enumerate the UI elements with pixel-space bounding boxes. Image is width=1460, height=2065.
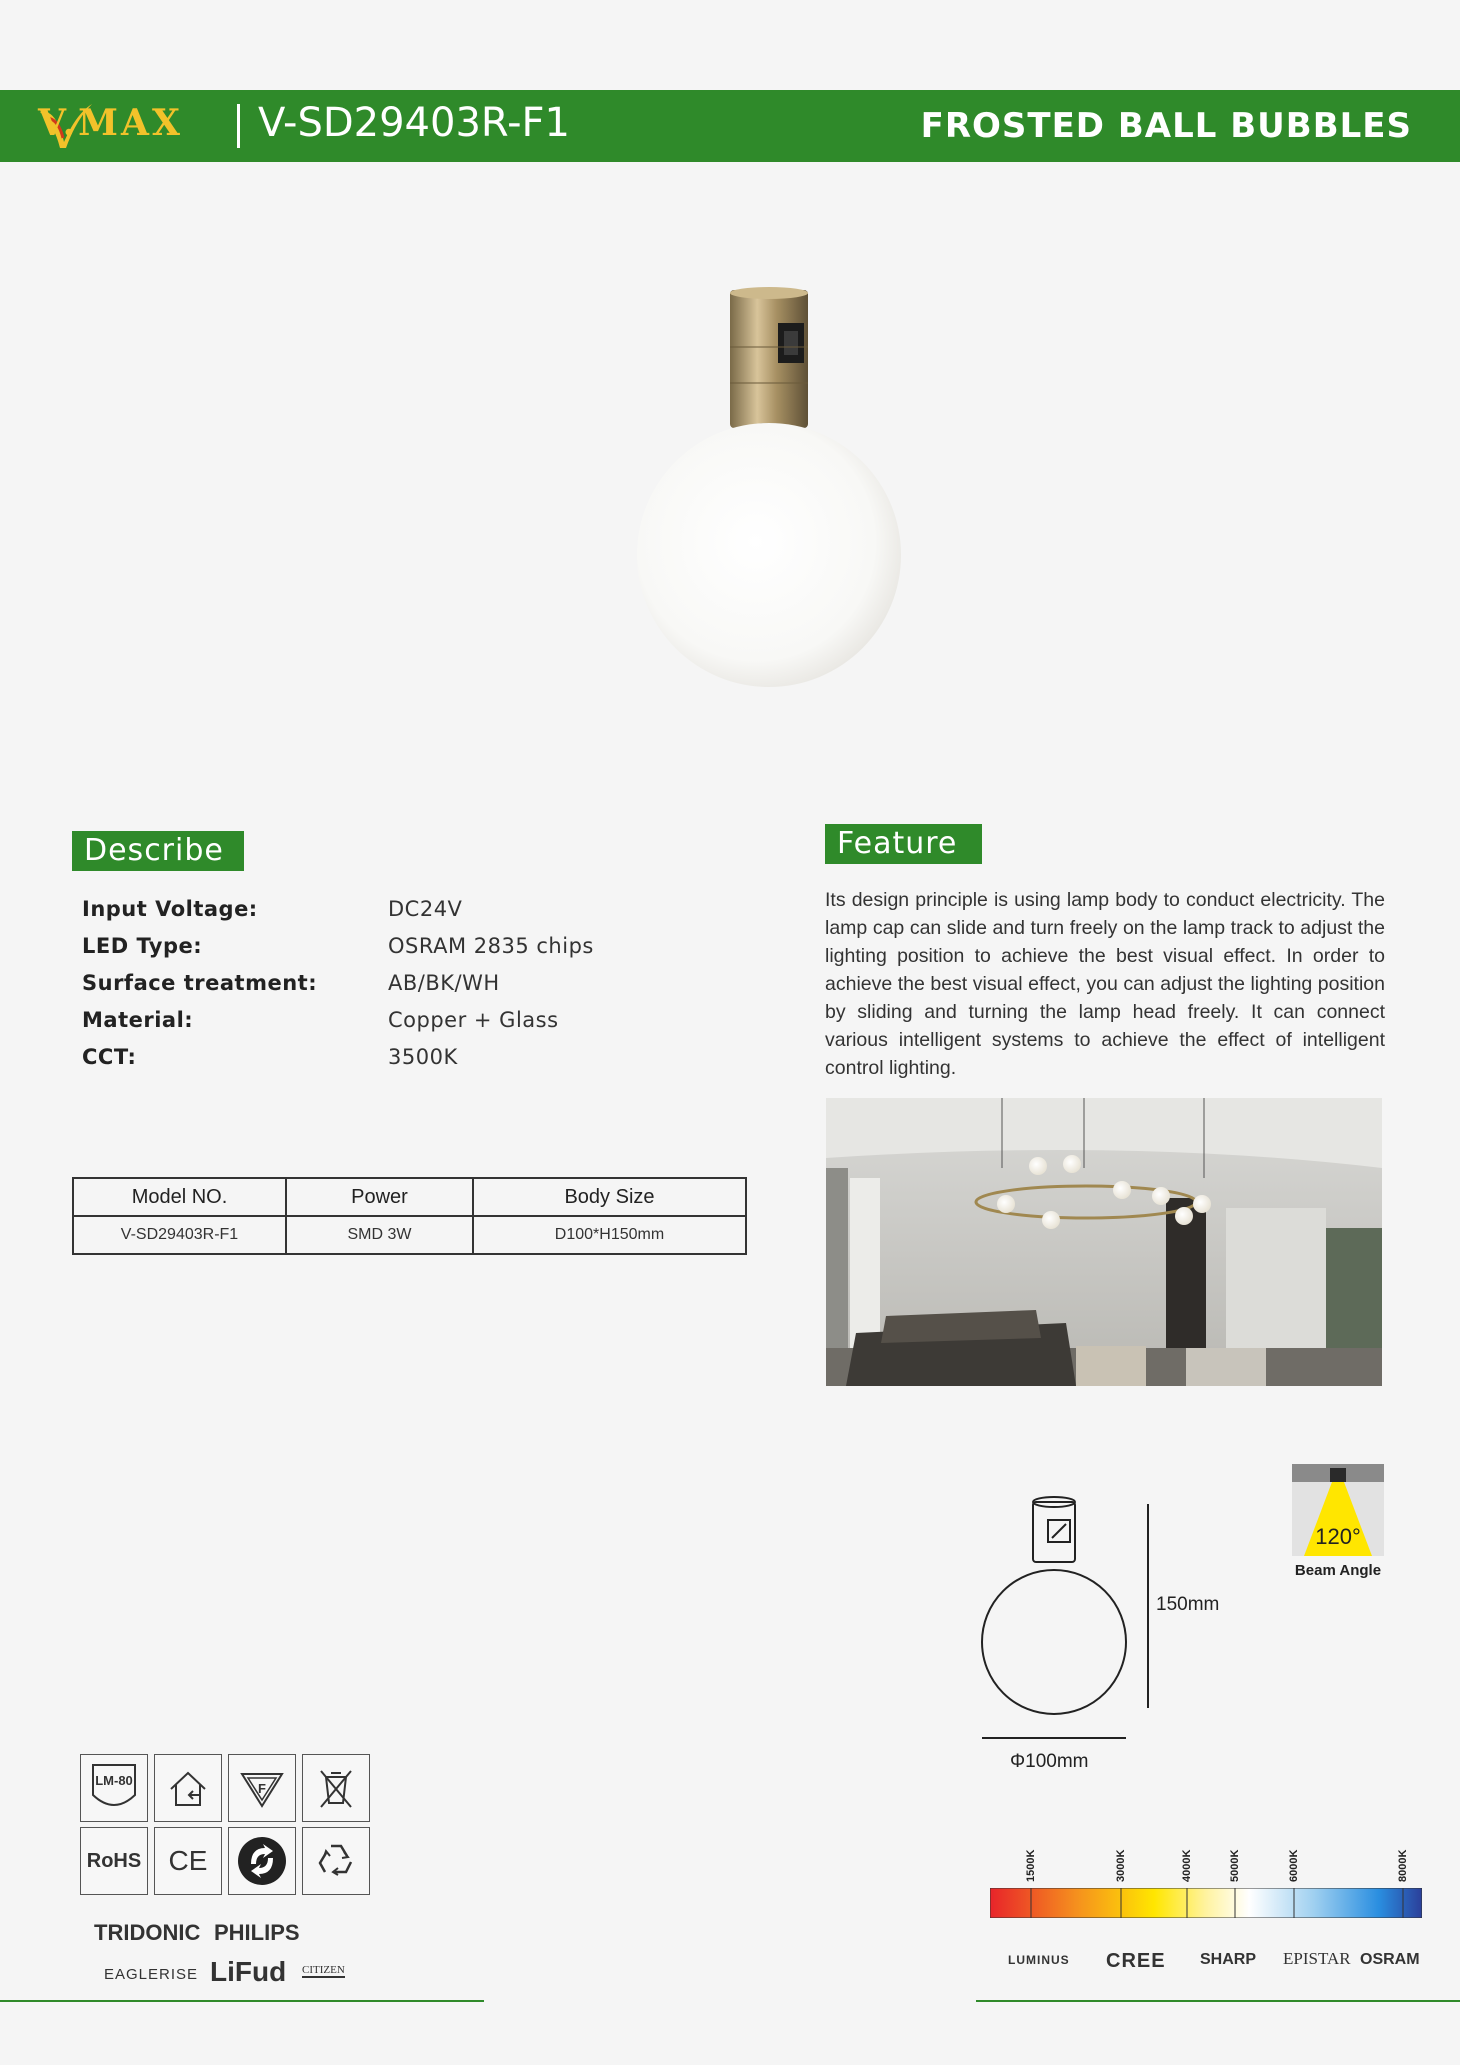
- cct-label-1500k: 1500K: [1025, 1849, 1037, 1882]
- cct-label-5000k: 5000K: [1229, 1849, 1241, 1882]
- weee-bin-icon: [302, 1754, 370, 1822]
- eaglerise-logo: EAGLERISE: [104, 1966, 199, 1983]
- svg-text:F: F: [258, 1781, 266, 1796]
- osram-logo: OSRAM: [1360, 1951, 1420, 1968]
- luminus-logo: LUMINUS: [1008, 1953, 1070, 1967]
- lm80-icon: [80, 1754, 148, 1822]
- header-bar: [0, 90, 1460, 162]
- spec-row-led-type: [82, 927, 722, 964]
- spec-label: Material:: [82, 1007, 194, 1032]
- spec-row-cct: [82, 1038, 722, 1075]
- rohs-label: RoHS: [86, 1849, 142, 1872]
- spec-row-surface-treatment: [82, 964, 722, 1001]
- beam-angle-value: 120°: [1315, 1524, 1361, 1549]
- green-dot-icon: [228, 1827, 296, 1895]
- ce-label: CE: [168, 1845, 208, 1876]
- spec-value: Copper + Glass: [388, 1007, 559, 1032]
- cct-label-4000k: 4000K: [1181, 1849, 1193, 1882]
- cell-power: SMD 3W: [286, 1216, 473, 1254]
- height-dimension-label: 150mm: [1156, 1594, 1220, 1615]
- indoor-use-icon: [154, 1754, 222, 1822]
- column-header-power: Power: [286, 1178, 473, 1216]
- epistar-logo: EPISTAR: [1283, 1949, 1351, 1968]
- cell-body-size: D100*H150mm: [473, 1216, 746, 1254]
- spec-row-input-voltage: [82, 890, 722, 927]
- cell-model: V-SD29403R-F1: [73, 1216, 286, 1254]
- spec-list: [82, 890, 722, 1075]
- tridonic-logo: TRIDONIC: [94, 1920, 201, 1945]
- spec-value: DC24V: [388, 896, 463, 921]
- sharp-logo: SHARP: [1200, 1951, 1257, 1968]
- lm80-label: LM-80: [95, 1773, 133, 1788]
- footer-divider-left: [0, 2000, 484, 2002]
- lifud-logo: LiFud: [210, 1956, 287, 1987]
- diameter-dimension-label: Φ100mm: [1010, 1751, 1089, 1772]
- spec-value: OSRAM 2835 chips: [388, 933, 594, 958]
- table-header-row: [73, 1178, 746, 1216]
- column-header-body-size: Body Size: [473, 1178, 746, 1216]
- cct-label-6000k: 6000K: [1288, 1849, 1300, 1882]
- recycle-icon: [302, 1827, 370, 1895]
- citizen-logo: CITIZEN: [302, 1964, 345, 1976]
- spec-label: LED Type:: [82, 933, 203, 958]
- model-title: V-SD29403R-F1: [258, 100, 570, 146]
- philips-logo: PHILIPS: [214, 1920, 300, 1945]
- model-table: [72, 1177, 747, 1255]
- product-image: [630, 285, 910, 695]
- spec-value: AB/BK/WH: [388, 970, 500, 995]
- spec-row-material: [82, 1001, 722, 1038]
- rohs-icon: [80, 1827, 148, 1895]
- feature-heading: Feature: [825, 824, 982, 864]
- spec-label: Surface treatment:: [82, 970, 318, 995]
- beam-angle-label: Beam Angle: [1294, 1562, 1382, 1579]
- table-row: [73, 1216, 746, 1254]
- product-name: FROSTED BALL BUBBLES: [920, 106, 1412, 146]
- feature-description: Its design principle is using lamp body to conduct electricity. The lamp cap can slide and turn freely on the lamp track to adjust the lighting position to achieve the best visual effect. In order to achieve the best visual effect, you can adjust the lighting position by sliding and turning the lamp head freely. It can connect various intelligent systems to achieve the effect of intelligent control lighting.: [825, 889, 1385, 1079]
- cree-logo: CREE: [1106, 1950, 1166, 1972]
- cct-label-3000k: 3000K: [1115, 1849, 1127, 1882]
- cct-label-8000k: 8000K: [1397, 1849, 1409, 1882]
- spec-label: Input Voltage:: [82, 896, 258, 921]
- spec-value: 3500K: [388, 1044, 458, 1069]
- footer-divider-right: [976, 2000, 1460, 2002]
- spec-label: CCT:: [82, 1044, 137, 1069]
- room-scene-photo: [826, 1098, 1382, 1386]
- describe-heading: Describe: [72, 831, 244, 871]
- cct-color-scale: [990, 1838, 1422, 1918]
- ce-icon: [154, 1827, 222, 1895]
- f-mark-icon: [228, 1754, 296, 1822]
- dimension-drawing: [970, 1490, 1270, 1780]
- column-header-model: Model NO.: [73, 1178, 286, 1216]
- brand-logo-text: V.MAX: [38, 102, 183, 144]
- header-separator: [237, 104, 240, 148]
- cct-gradient-bar: [990, 1888, 1422, 1918]
